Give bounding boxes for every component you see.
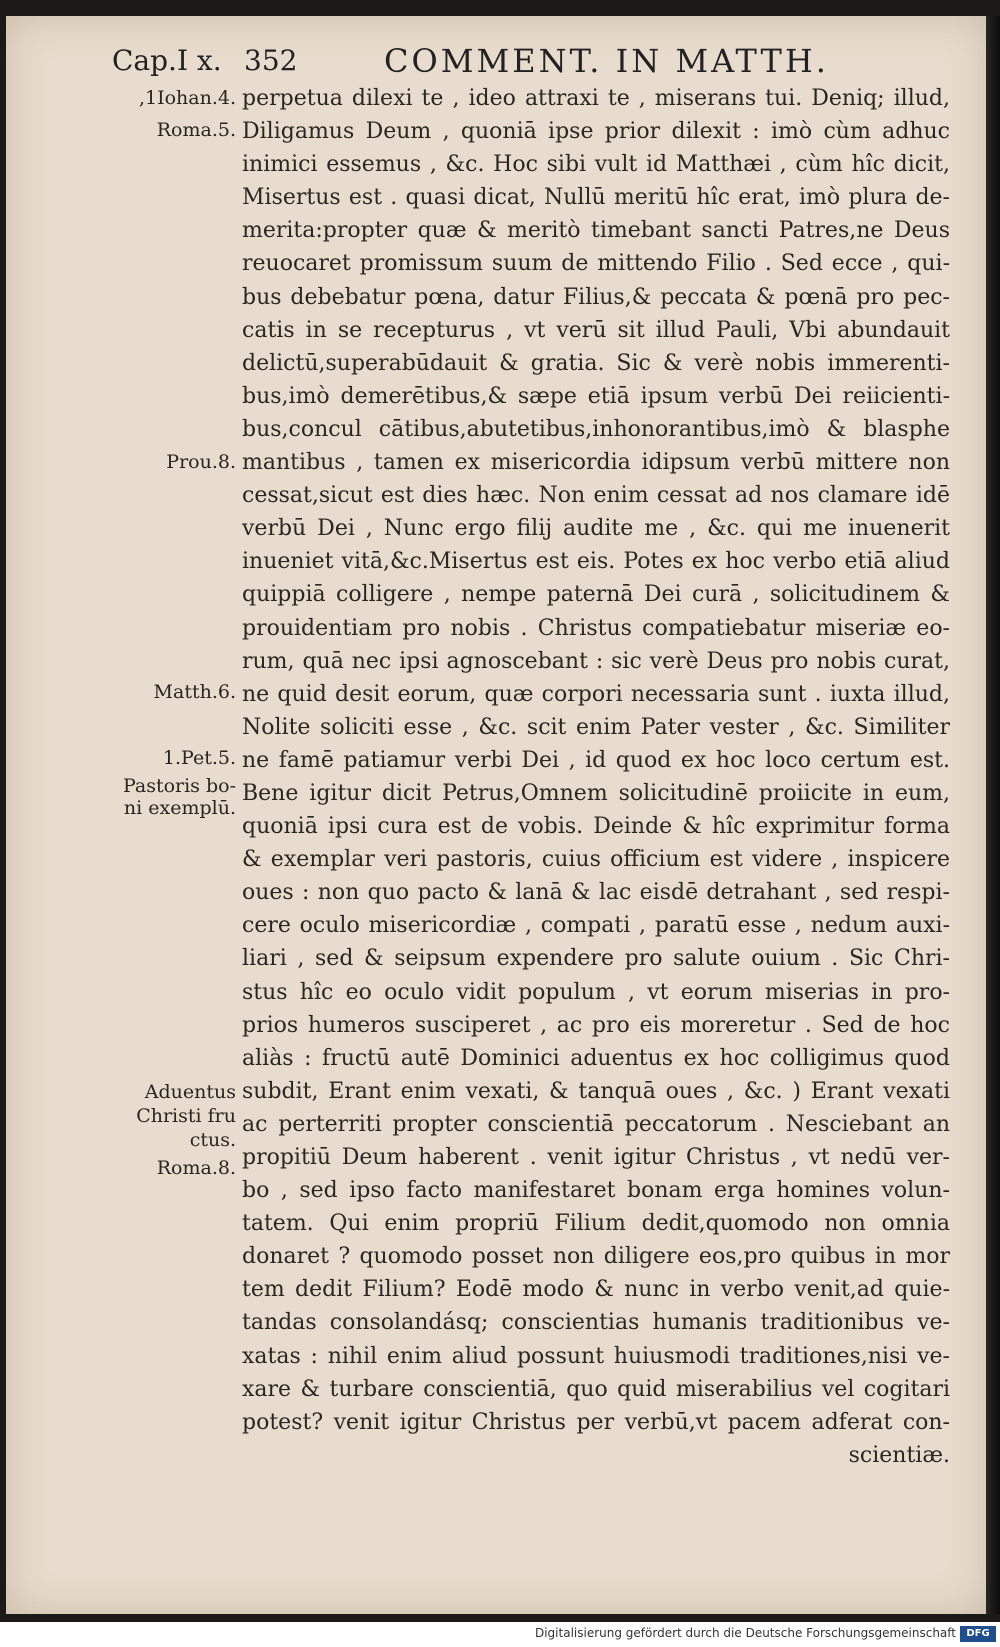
text-line: xatas : nihil enim aliud possunt huiusmodi traditiones,nisi ve- — [242, 1343, 950, 1369]
text-line: cere oculo misericordiæ , compati , paratū esse , nedum auxi- — [242, 913, 950, 939]
chapter-label: Cap.I x. — [112, 44, 222, 77]
margin-note: Christi fru — [136, 1105, 236, 1127]
text-line: verbū Dei , Nunc ergo filij audite me , &c. qui me inuenerit — [242, 516, 950, 542]
margin-note: Pastoris bo- — [122, 775, 236, 797]
text-line: inueniet vitā,&c.Misertus est eis. Potes ex hoc verbo etiā aliud — [242, 549, 950, 575]
page-number: 352 — [244, 44, 298, 77]
footer-bar — [0, 1622, 1000, 1647]
text-line: perpetua dilexi te , ideo attraxi te , miserans tui. Deniq; illud, — [242, 86, 950, 111]
margin-note: Aduentus — [144, 1081, 236, 1103]
margin-note: ctus. — [189, 1129, 236, 1151]
text-line: ac perterriti propter conscientiā peccatorum . Nesciebant an — [242, 1111, 950, 1137]
margin-note: Roma.8. — [156, 1157, 236, 1179]
text-line: tandas consolandásq; conscientias humanis traditionibus ve- — [242, 1310, 950, 1336]
text-line: & exemplar veri pastoris, cuius officium est videre , inspicere — [242, 847, 950, 873]
margin-note: ni exemplū. — [123, 797, 236, 819]
funding-text: Digitalisierung gefördert durch die Deutsche Forschungsgemeinschaft — [534, 1626, 956, 1640]
text-line: donaret ? quomodo posset non diligere eos,pro quibus in mor — [242, 1244, 950, 1270]
text-line: catis in se recepturus , vt verū sit illud Pauli, Vbi abundauit — [242, 317, 950, 343]
text-line: quippiā colligere , nempe paternā Dei curā , solicitudinem & — [242, 582, 950, 608]
text-line-catchword: scientiæ. — [848, 1442, 950, 1468]
margin-note: 1.Pet.5. — [162, 747, 236, 769]
text-line: bus debebatur pœna, datur Filius,& peccata & pœnā pro pec- — [242, 284, 950, 310]
text-line: Nolite soliciti esse , &c. scit enim Pater vester , &c. Similiter — [242, 714, 950, 740]
text-line: delictū,superabūdauit & gratia. Sic & verè nobis immerenti- — [242, 350, 950, 376]
text-line: bo , sed ipso facto manifestaret bonam erga homines volun- — [242, 1178, 950, 1204]
margin-note: Roma.5. — [156, 119, 236, 141]
text-line: Bene igitur dicit Petrus,Omnem solicitudinē proiicite in eum, — [242, 780, 950, 806]
text-line: ne quid desit eorum, quæ corpori necessaria sunt . iuxta illud, — [242, 681, 950, 707]
text-line: xare & turbare conscientiā, quo quid miserabilius vel cogitari — [242, 1376, 950, 1402]
text-line: cessat,sicut est dies hæc. Non enim cessat ad nos clamare idē — [242, 483, 950, 509]
text-line: bus,concul cātibus,abutetibus,inhonorantibus,imò & blasphe — [242, 416, 950, 442]
margin-note: ,1Iohan.4. — [138, 87, 236, 109]
text-line: rum, quā nec ipsi agnoscebant : sic verè Deus pro nobis curat, — [242, 648, 950, 674]
text-line: subdit, Erant enim vexati, & tanquā oues , &c. ) Erant vexati — [242, 1078, 950, 1104]
text-line: merita:propter quæ & meritò timebant sancti Patres,ne Deus — [242, 218, 950, 244]
text-line: reuocaret promissum suum de mittendo Filio . Sed ecce , qui- — [242, 251, 950, 277]
text-line: Diligamus Deum , quoniā ipse prior dilexit : imò cùm adhuc — [242, 119, 950, 145]
text-line: tem dedit Filium? Eodē modo & nunc in verbo venit,ad quie- — [242, 1277, 950, 1303]
dfg-logo-icon: DFG — [960, 1626, 996, 1642]
text-line: liari , sed & seipsum expendere pro salute ouium . Sic Chri- — [242, 946, 950, 972]
text-line: stus hîc eo oculo vidit populum , vt eorum miserias in pro- — [242, 979, 950, 1005]
margin-notes — [98, 84, 236, 1284]
text-line: potest? venit igitur Christus per verbū,vt pacem adferat con- — [242, 1409, 950, 1435]
body-text — [242, 82, 950, 1472]
text-line: quoniā ipsi cura est de vobis. Deinde & hîc exprimitur forma — [242, 814, 950, 840]
page-title: COMMENT. IN MATTH. — [384, 42, 829, 80]
text-line: propitiū Deum haberent . venit igitur Christus , vt nedū ver- — [242, 1145, 950, 1170]
text-line: oues : non quo pacto & lanā & lac eisdē detrahant , sed respi- — [242, 880, 950, 906]
text-line: bus,imò demerētibus,& sæpe etiā ipsum verbū Dei reiicienti- — [242, 383, 950, 409]
text-line: prios humeros susciperet , ac pro eis moreretur . Sed de hoc — [242, 1012, 950, 1038]
book-page — [6, 16, 988, 1614]
text-line: mantibus , tamen ex misericordia idipsum verbū mittere non — [242, 450, 950, 476]
margin-note: Prou.8. — [166, 451, 236, 473]
text-line: prouidentiam pro nobis . Christus compatiebatur miseriæ eo- — [242, 615, 950, 641]
book-edge — [986, 16, 1000, 1614]
text-line: Misertus est . quasi dicat, Nullū meritū hîc erat, imò plura de- — [242, 185, 950, 211]
text-line: tatem. Qui enim propriū Filium dedit,quomodo non omnia — [242, 1211, 950, 1237]
text-line: aliàs : fructū autē Dominici aduentus ex hoc colligimus quod — [242, 1045, 950, 1071]
text-line: ne famē patiamur verbi Dei , id quod ex hoc loco certum est. — [242, 747, 950, 773]
text-line: inimici essemus , &c. Hoc sibi vult id Matthæi , cùm hîc dicit, — [242, 152, 950, 178]
margin-note: Matth.6. — [153, 681, 236, 703]
